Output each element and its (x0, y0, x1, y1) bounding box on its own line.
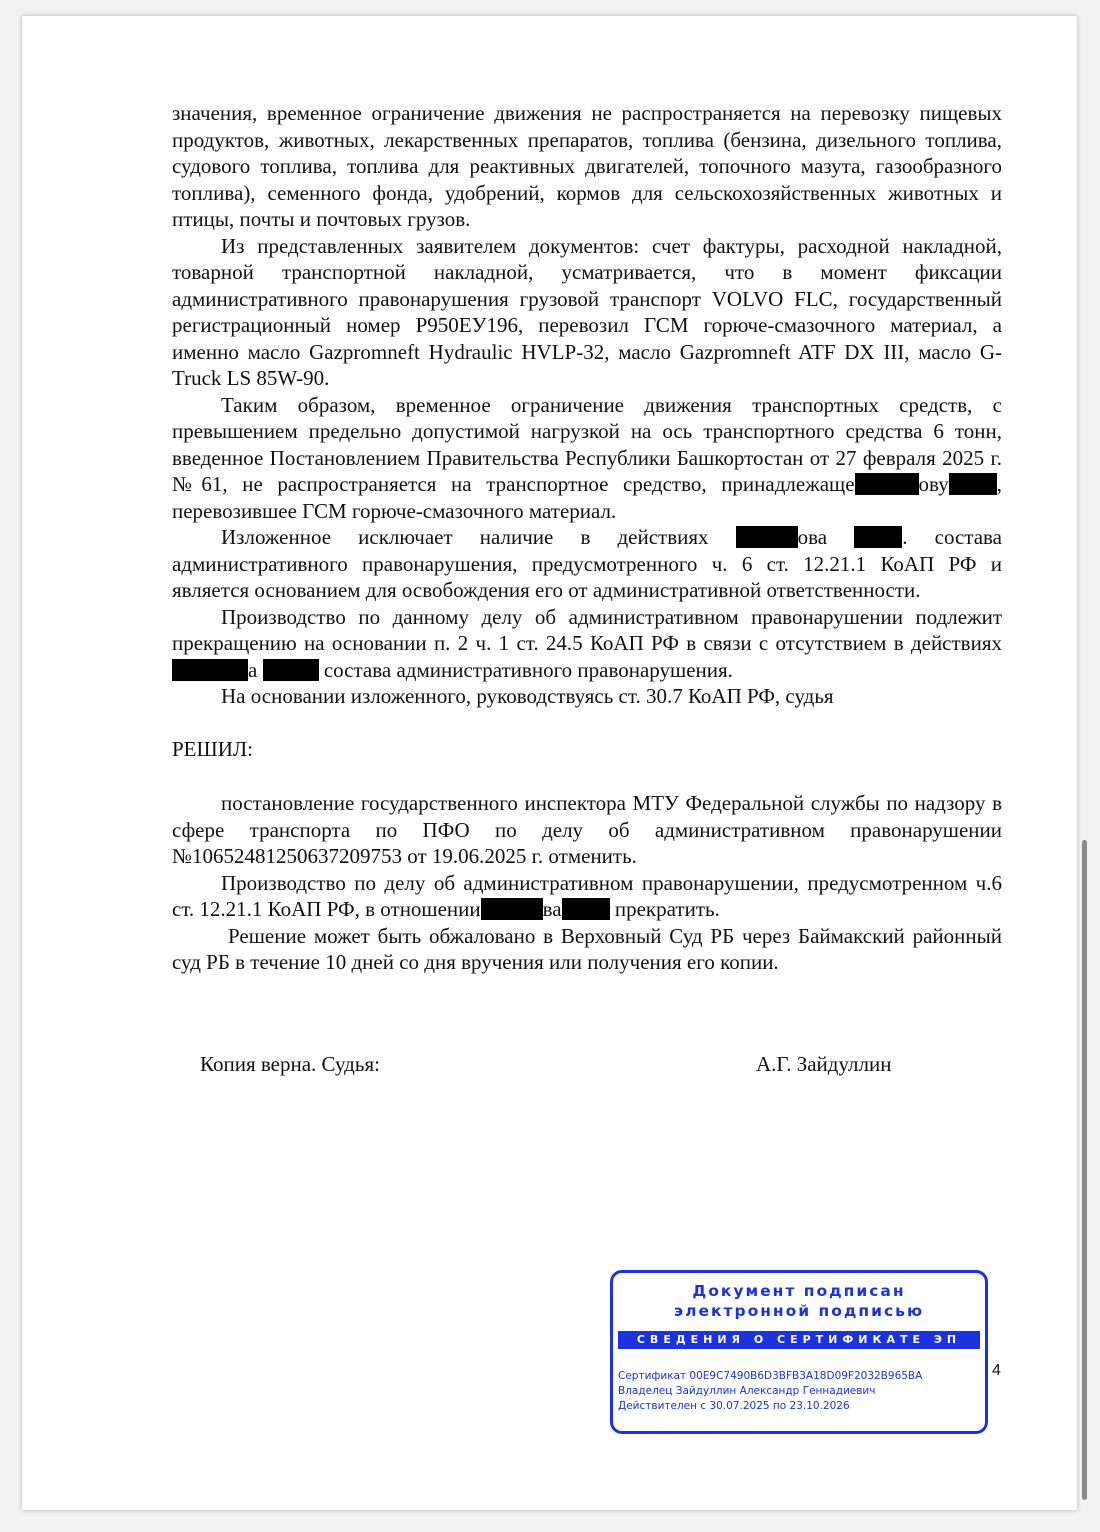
redaction-box (562, 898, 610, 920)
page-number: 4 (992, 1362, 1001, 1379)
judge-name: А.Г. Зайдуллин (756, 1052, 892, 1076)
paragraph-documents: Из представленных заявителем документов: счет фактуры, расходной накладной, товарной транспортной накладной, усматривается, что в момент фиксации административного правонарушения грузовой транспорт VOLVO FLC, государственный регистрационный номер Р950ЕУ196, перевозил ГСМ горюче-смазочного материал, а именно масло Gazpromneft Hydraulic HVLP-32, масло Gazpromneft ATF DX III, масло G-Truck LS 85W-90. (172, 233, 1002, 390)
text-fragment: ова (797, 525, 828, 549)
text-fragment: ову (918, 472, 949, 496)
text-fragment: . состава административного правонарушения, предусмотренного ч. 6 ст. 12.21.1 КоАП РФ и является основанием для освобождения его от административной ответственности. (172, 525, 1003, 602)
paragraph-grounds: На основании изложенного, руководствуясь ст. 30.7 КоАП РФ, судья (221, 684, 834, 708)
stamp-title (613, 1281, 985, 1321)
vertical-scrollbar[interactable] (1082, 840, 1087, 1500)
text-fragment: Изложенное исключает наличие в действиях (221, 525, 709, 549)
text-fragment: , перевозившее ГСМ горюче-смазочного материал. (172, 472, 1002, 523)
stamp-validity: Действителен с 30.07.2025 по 23.10.2026 (618, 1400, 850, 1412)
document-body (172, 100, 1002, 976)
redaction-box (855, 473, 919, 495)
text-fragment: Производство по данному делу об административном правонарушении подлежит прекращению на основании п. 2 ч. 1 ст. 24.5 КоАП РФ в связи с отсутствием в действиях (172, 604, 1002, 655)
redaction-box (263, 659, 319, 681)
text-fragment: состава административного правонарушения. (323, 657, 733, 682)
electronic-signature-stamp (610, 1270, 988, 1434)
redaction-box (481, 898, 543, 920)
redaction-box (854, 526, 902, 548)
stamp-certificate-number: Сертификат 00E9C7490B6D3BFB3A18D09F2032B965BA (618, 1370, 923, 1382)
paragraph-conclusion (172, 392, 1002, 525)
paragraph-exceptions: значения, временное ограничение движения не распространяется на перевозку пищевых продуктов, животных, лекарственных препаратов, топлива (бензина, дизельного топлива, судового топлива, топлива для реактивных двигателей, топочного мазута, газообразного топлива), семенного фонда, удобрений, кормов для сельскохозяйственных животных и птицы, почты и почтовых грузов. (172, 101, 1002, 231)
text-fragment: Таким образом, временное ограничение движения транспортных средств, с превышением предельно допустимой нагрузкой на ось транспортного средства 6 тонн, введенное Постановлением Правительства Республики Башкортостан от 27 февраля 2025 г. №61, не распространяется на транспортное средство, принадлежаще (172, 392, 1002, 496)
stamp-certificate-info (618, 1369, 922, 1414)
redaction-box (949, 473, 997, 495)
redaction-box (172, 659, 248, 681)
paragraph-termination (172, 870, 1002, 923)
redaction-box (736, 526, 798, 548)
stamp-certificate-bar: СВЕДЕНИЯ О СЕРТИФИКАТЕ ЭП (618, 1331, 980, 1349)
paragraph-termination-basis (172, 604, 1002, 684)
stamp-title-line: электронной подписью (673, 1302, 925, 1320)
stamp-title-line: Документ подписан (692, 1282, 906, 1300)
stamp-owner: Владелец Зайдуллин Александр Геннадиевич (618, 1385, 876, 1397)
text-fragment: Производство по делу об административном правонарушении, предусмотренном ч.6 ст. 12.21.1 КоАП РФ, в отношении (172, 870, 1002, 921)
paragraph-appeal: Решение может быть обжаловано в Верховный Суд РБ через Баймакский районный суд РБ в течение 10 дней со дня вручения или получения его копии. (172, 923, 1002, 974)
text-fragment: а (248, 657, 258, 682)
decision-heading: РЕШИЛ: (172, 736, 253, 761)
paragraph-exclusion (172, 524, 1002, 604)
text-fragment: прекратить. (614, 897, 720, 921)
text-fragment: ва (542, 897, 562, 921)
paragraph-annulment: постановление государственного инспектора МТУ Федеральной службы по надзору в сфере транспорта по ПФО по делу об административном правонарушении №10652481250637209753 от 19.06.2025 г. отменить. (172, 791, 1002, 868)
signature-label: Копия верна. Судья: (200, 1052, 380, 1076)
